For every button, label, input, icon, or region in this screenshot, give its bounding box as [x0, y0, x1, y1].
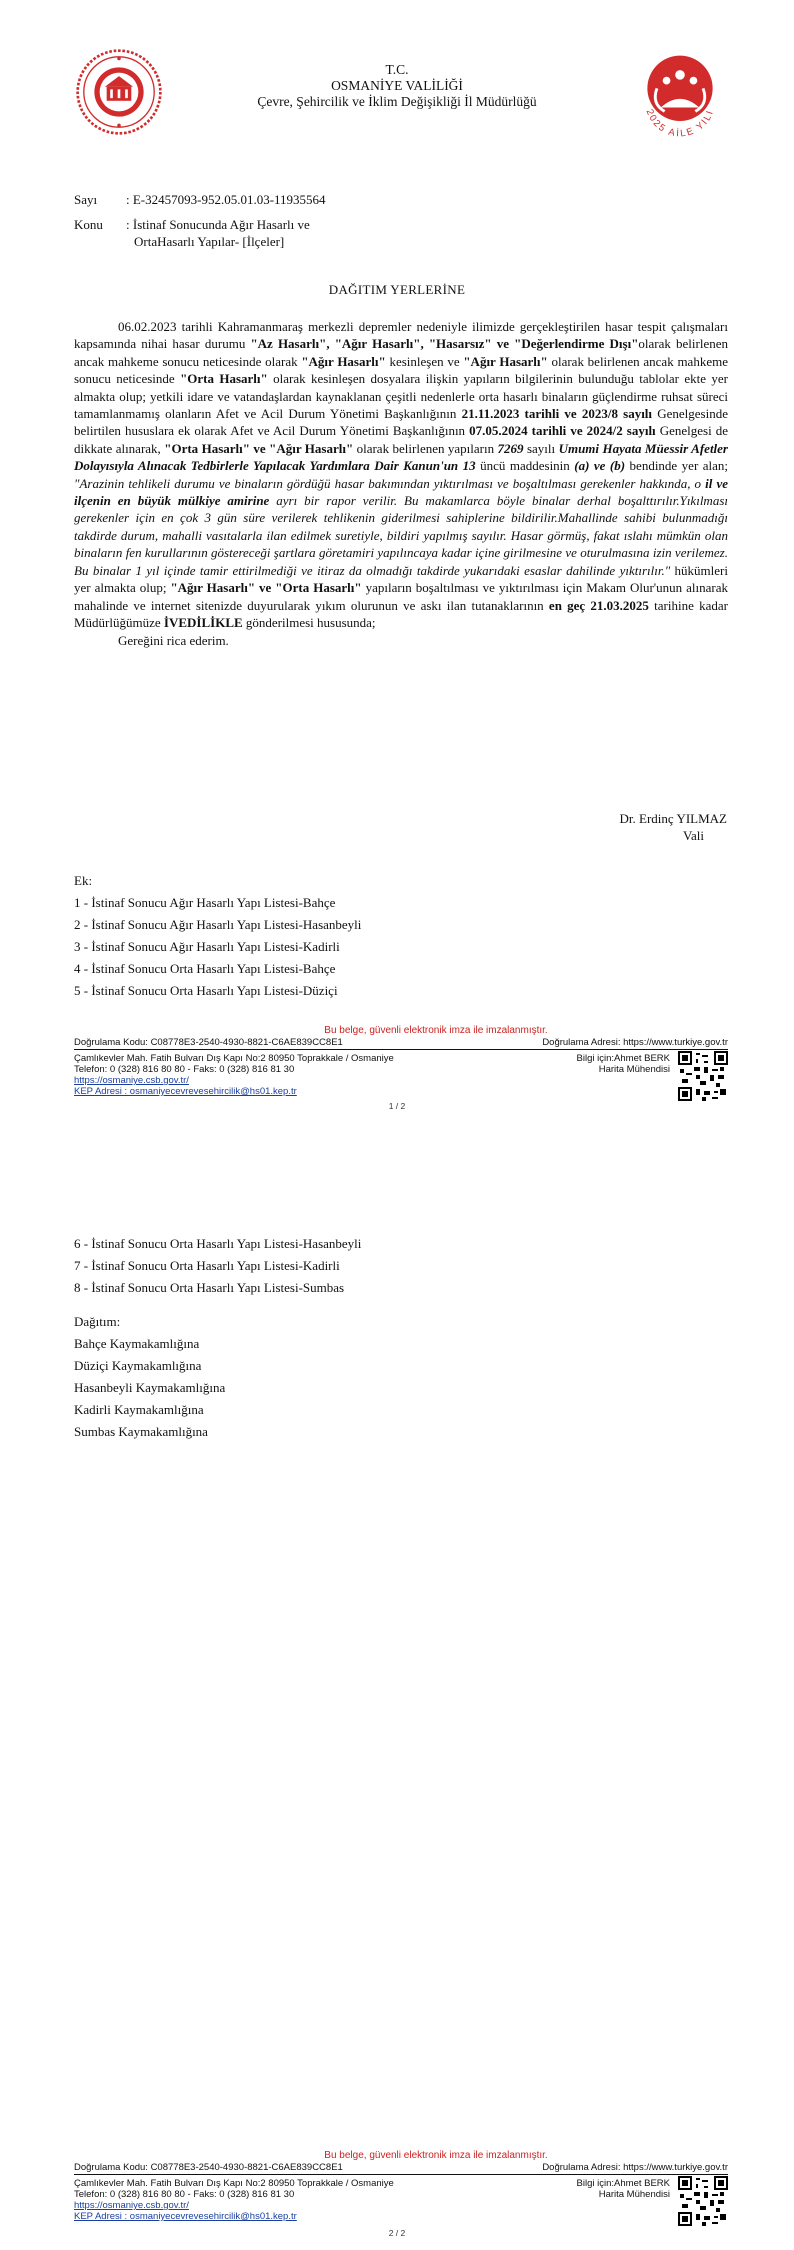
family-year-logo-icon — [632, 48, 728, 144]
konu-value-line2: OrtaHasarlı Yapılar- [İlçeler] — [134, 234, 285, 249]
attachment-item: 4 - İstinaf Sonucu Orta Hasarlı Yapı Listesi-Bahçe — [74, 961, 336, 976]
sayi-label: Sayı — [74, 192, 98, 207]
page-footer — [74, 2150, 728, 2222]
attachment-item: 1 - İstinaf Sonucu Ağır Hasarlı Yapı Listesi-Bahçe — [74, 895, 336, 910]
distribution-item: Hasanbeyli Kaymakamlığına — [74, 1380, 226, 1395]
esign-notice: Bu belge, güvenli elektronik imza ile imzalanmıştır. — [324, 1025, 548, 1036]
info-person: Bilgi için:Ahmet BERK — [576, 2178, 670, 2189]
attachment-item: 3 - İstinaf Sonucu Ağır Hasarlı Yapı Listesi-Kadirli — [74, 939, 340, 954]
distribution-item: Düziçi Kaymakamlığına — [74, 1358, 202, 1373]
closing-sentence: Gereğini rica ederim. — [118, 633, 229, 649]
sayi-value: : E-32457093-952.05.01.03-11935564 — [126, 192, 326, 207]
signatory-name: Dr. Erdinç YILMAZ — [619, 811, 727, 826]
qr-code-icon — [678, 2176, 728, 2226]
family-year-logo-text: 2025 AİLE YILI — [643, 107, 717, 140]
attachment-item: 7 - İstinaf Sonucu Orta Hasarlı Yapı Listesi-Kadirli — [74, 1258, 340, 1273]
attachments-list-continued — [74, 1233, 361, 1299]
info-title: Harita Mühendisi — [598, 2189, 670, 2200]
attachment-item: 6 - İstinaf Sonucu Orta Hasarlı Yapı Listesi-Hasanbeyli — [74, 1236, 362, 1251]
document-page-2 — [0, 1125, 794, 2250]
phone-fax: Telefon: 0 (328) 816 80 80 - Faks: 0 (328) 816 81 30 — [74, 2189, 295, 2200]
signatory-title: Vali — [683, 828, 704, 843]
qr-code-icon — [678, 1051, 728, 1101]
distribution-item: Kadirli Kaymakamlığına — [74, 1402, 204, 1417]
letter-body — [74, 318, 728, 650]
info-person: Bilgi için:Ahmet BERK — [576, 1053, 670, 1064]
attachments-label: Ek: — [74, 873, 93, 888]
address: Çamlıkevler Mah. Fatih Bulvarı Dış Kapı No:2 80950 Toprakkale / Osmaniye — [74, 2178, 394, 2189]
phone-fax: Telefon: 0 (328) 816 80 80 - Faks: 0 (328) 816 81 30 — [74, 1064, 295, 1075]
kep-address[interactable]: KEP Adresi : osmaniyecevrevesehircilik@hs01.kep.tr — [74, 1086, 297, 1097]
konu-label: Konu — [74, 217, 103, 232]
distribution-title: DAĞITIM YERLERİNE — [328, 282, 466, 297]
website-link[interactable]: https://osmaniye.csb.gov.tr/ — [74, 2200, 189, 2211]
header-line-tc: T.C. — [385, 62, 409, 77]
page-number: 1 / 2 — [388, 1101, 406, 1111]
verification-code: Doğrulama Kodu: C08778E3-2540-4930-8821-C6AE839CC8E1 — [74, 2162, 343, 2173]
document-page-1 — [0, 0, 794, 1120]
distribution-list — [74, 1311, 225, 1443]
page-number: 2 / 2 — [388, 2228, 406, 2238]
document-subject — [74, 216, 310, 250]
distribution-item: Sumbas Kaymakamlığına — [74, 1424, 208, 1439]
attachment-item: 2 - İstinaf Sonucu Ağır Hasarlı Yapı Listesi-Hasanbeyli — [74, 917, 362, 932]
esign-notice: Bu belge, güvenli elektronik imza ile imzalanmıştır. — [324, 2150, 548, 2161]
document-number — [74, 191, 326, 208]
attachments-list — [74, 870, 361, 1002]
attachment-item: 5 - İstinaf Sonucu Orta Hasarlı Yapı Listesi-Düziçi — [74, 983, 338, 998]
header-line-directorate: Çevre, Şehircilik ve İklim Değişikliği İl Müdürlüğü — [257, 94, 537, 109]
verification-address[interactable]: Doğrulama Adresi: https://www.turkiye.gov.tr — [542, 1037, 728, 1048]
page-footer — [74, 1025, 728, 1097]
distribution-label: Dağıtım: — [74, 1314, 121, 1329]
kep-address[interactable]: KEP Adresi : osmaniyecevrevesehircilik@hs01.kep.tr — [74, 2211, 297, 2222]
header-line-governorship: OSMANİYE VALİLİĞİ — [331, 78, 463, 93]
attachment-item: 8 - İstinaf Sonucu Orta Hasarlı Yapı Listesi-Sumbas — [74, 1280, 345, 1295]
signature-block — [620, 810, 727, 844]
distribution-item: Bahçe Kaymakamlığına — [74, 1336, 200, 1351]
address: Çamlıkevler Mah. Fatih Bulvarı Dış Kapı No:2 80950 Toprakkale / Osmaniye — [74, 1053, 394, 1064]
website-link[interactable]: https://osmaniye.csb.gov.tr/ — [74, 1075, 189, 1086]
verification-code: Doğrulama Kodu: C08778E3-2540-4930-8821-C6AE839CC8E1 — [74, 1037, 343, 1048]
body-paragraph: 06.02.2023 tarihli Kahramanmaraş merkezli depremler nedeniyle ilimizde gerçekleştirilen hasar tespit çalışmaları kapsamında nihai hasar durumu "Az Hasarlı", "Ağır Hasarlı", "Hasarsız" ve "Değerlendirme Dışı"olarak belirlenen ancak mahkeme sonucu neticesinde olarak "Ağır Hasarlı" kesinleşen ve "Ağır Hasarlı" olarak belirlenen ancak mahkeme sonucu neticesinde "Orta Hasarlı" olarak kesinleşen dosyalara ilişkin yapıların bilgilerinin bulunduğu tablolar ekte yer almakta olup; yetkili idare ve vatandaşlardan kaynaklanan çeşitli nedenlerle orta hasarlı binaların güçlendirme ruhsat süreci tamamlanmamış olanların Afet ve Acil Durum Yönetimi Başkanlığının 21.11.2023 tarihli ve 2023/8 sayılı Genelgesinde belirtilen hususlara ek olarak Afet ve Acil Durum Yönetimi Başkanlığının 07.05.2024 tarihli ve 2024/2 sayılı Genelgesi de dikkate alınarak, "Orta Hasarlı" ve "Ağır Hasarlı" olarak belirlenen yapıların 7269 sayılı Umumi Hayata Müessir Afetler Dolayısıyla Alınacak Tedbirlerle Yapılacak Yardımlara Dair Kanun'un 13 üncü maddesinin (a) ve (b) bendinde yer alan; "Arazinin tehlikeli durumu ve binaların gördüğü hasar bakımından yıktırılması ve boşaltılması gerekenler hakkında, o il ve ilçenin en büyük mülkiye amirine ayrı bir rapor verilir. Bu makamlarca böyle binalar derhal boşalttırılır.Yıkılması gerekenler için en çok 3 gün süre verilerek tehlikenin giderilmesi sahiplerine bildirilir.Mahallinde sahibi bulunmadığı takdirde durum, mahalli vasıtalarla ilan edilmek suretiyle, bildiri yapılmış sayılır. Hasar görmüş, fakat ıslahı mümkün olan binaların fen kurullarının göstereceği şartlara göretamiri yapılıncaya kadar içine girilmesine ve oturulmasına izin verilemez. Bu binalar 1 yıl içinde tamir ettirilmediği ve itiraz da olmadığı takdirde yukarıdaki esaslar dahilinde yıktırılır." hükümleri yer almakta olup; "Ağır Hasarlı" ve "Orta Hasarlı" yapıların boşaltılması ve yıktırılması için Makam Olur'unun alınarak mahalinde ve internet sitenizde duyurularak yıkım olurunun ve askı ilan tutanaklarının en geç 21.03.2025 tarihine kadar Müdürlüğümüze İVEDİLİKLE gönderilmesi hususunda; — [74, 319, 729, 630]
konu-value-line1: : İstinaf Sonucunda Ağır Hasarlı ve — [126, 217, 310, 232]
info-title: Harita Mühendisi — [598, 1064, 670, 1075]
verification-address[interactable]: Doğrulama Adresi: https://www.turkiye.gov.tr — [542, 2162, 728, 2173]
